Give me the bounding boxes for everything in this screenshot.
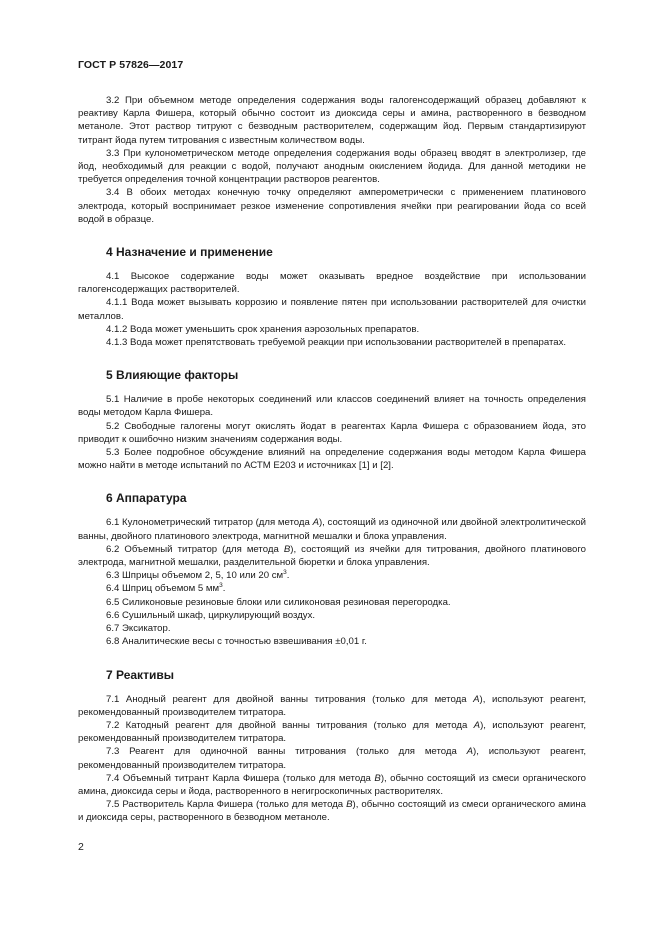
section-5-title: 5 Влияющие факторы <box>106 368 239 383</box>
paragraph-6-6: 6.6 Сушильный шкаф, циркулирующий воздух. <box>106 609 316 621</box>
paragraph-5-1: 5.1 Наличие в пробе некоторых соединений или классов соединений влияет на точность определения воды методом Карла Фишера. <box>78 394 586 419</box>
paragraph-4-1-3: 4.1.3 Вода может препятствовать требуемой реакции при использовании растворителей в препаратах. <box>106 337 567 349</box>
paragraph-6-1: 6.1 Кулонометрический титратор (для метода А), состоящий из одиночной или двойной электролитической ванны, двойного платинового электрода, магнитной мешалки и блока управления. <box>78 517 587 542</box>
section-6-title: 6 Аппаратура <box>106 491 187 506</box>
paragraph-3-2: 3.2 При объемном методе определения содержания воды галогенсодержащий образец добавляют к реактиву Карла Фишера, который обычно состоит из диоксида серы и амина, растворенного в безводном метаноле. Этот раствор титруют с безводным растворителем, содержащим йод. Первым стандартизируют титрант йода путем титрования с известным количеством воды. <box>78 95 586 146</box>
paragraph-6-4: 6.4 Шприц объемом 5 $мм^3$. <box>106 582 226 595</box>
paragraph-6-5: 6.5 Силиконовые резиновые блоки или силиконовая резиновая перегородка. <box>106 596 451 608</box>
paragraph-7-1: 7.1 Анодный реагент для двойной ванны титрования (только для метода А), используют реагент, рекомендованный производителем титратора. <box>78 693 586 718</box>
paragraph-6-7: 6.7 Эксикатор. <box>106 623 171 635</box>
paragraph-7-2: 7.2 Катодный реагент для двойной ванны титрования (только для метода А), используют реагент, рекомендованный производителем титратора. <box>78 719 586 745</box>
paragraph-7-3: 7.3 Реагент для одиночной ванны титрования (только для метода А), используют реагент, рекомендованный производителем титратора. <box>78 746 586 771</box>
paragraph-4-1-1: 4.1.1 Вода может вызывать коррозию и появление пятен при использовании растворителей для очистки металлов. <box>78 297 586 322</box>
document-body <box>78 94 586 825</box>
document-header: ГОСТ Р 57826—2017 <box>78 59 184 71</box>
paragraph-6-2: 6.2 Объемный титратор (для метода В), состоящий из ячейки для титрования, двойного платинового электрода, магнитной мешалки, разделительной бюретки и блока управления. <box>78 543 587 569</box>
paragraph-7-5: 7.5 Растворитель Карла Фишера (только для метода В), обычно состоящий из смеси органического амина и диоксида серы, растворенного в безводном метаноле. <box>78 799 586 824</box>
paragraph-6-8: 6.8 Аналитические весы с точностью взвешивания ±0,01 г. <box>106 636 367 648</box>
section-4-title: 4 Назначение и применение <box>106 245 273 260</box>
paragraph-5-2: 5.2 Свободные галогены могут окислять йодат в реагентах Карла Фишера с образованием йода, это приводит к ошибочно низким значениям содержания воды. <box>78 420 586 445</box>
paragraph-6-3: 6.3 Шприцы объемом 2, 5, 10 или 20 $см^3$. <box>106 569 290 582</box>
page-number: 2 <box>78 841 84 853</box>
section-7-title: 7 Реактивы <box>106 667 174 682</box>
paragraph-4-1: 4.1 Высокое содержание воды может оказывать вредное воздействие при использовании галогенсодержащих растворителей. <box>78 271 586 296</box>
paragraph-5-3: 5.3 Более подробное обсуждение влияний на определение содержания воды методом Карла Фишера можно найти в методе испытаний по АСТМ Е203 и источниках [1] и [2]. <box>78 447 586 472</box>
paragraph-4-1-2: 4.1.2 Вода может уменьшить срок хранения аэрозольных препаратов. <box>106 323 420 335</box>
paragraph-7-4: 7.4 Объемный титрант Карла Фишера (только для метода В), обычно состоящий из смеси органического амина, диоксида серы и йода, растворенного в негигроскопичных растворителях. <box>78 772 586 797</box>
paragraph-3-4: 3.4 В обоих методах конечную точку определяют амперометрически с применением платинового электрода, который воспринимает резкое изменение сопротивления ячейки при реагировании йода со всей водой в образце. <box>78 187 586 225</box>
paragraph-3-3: 3.3 При кулонометрическом методе определения содержания воды образец вводят в электролизер, где йод, необходимый для реакции с водой, получают анодным окислением йодида. Для данной методики не требуется определения точной концентрации растворов реагентов. <box>78 147 586 186</box>
